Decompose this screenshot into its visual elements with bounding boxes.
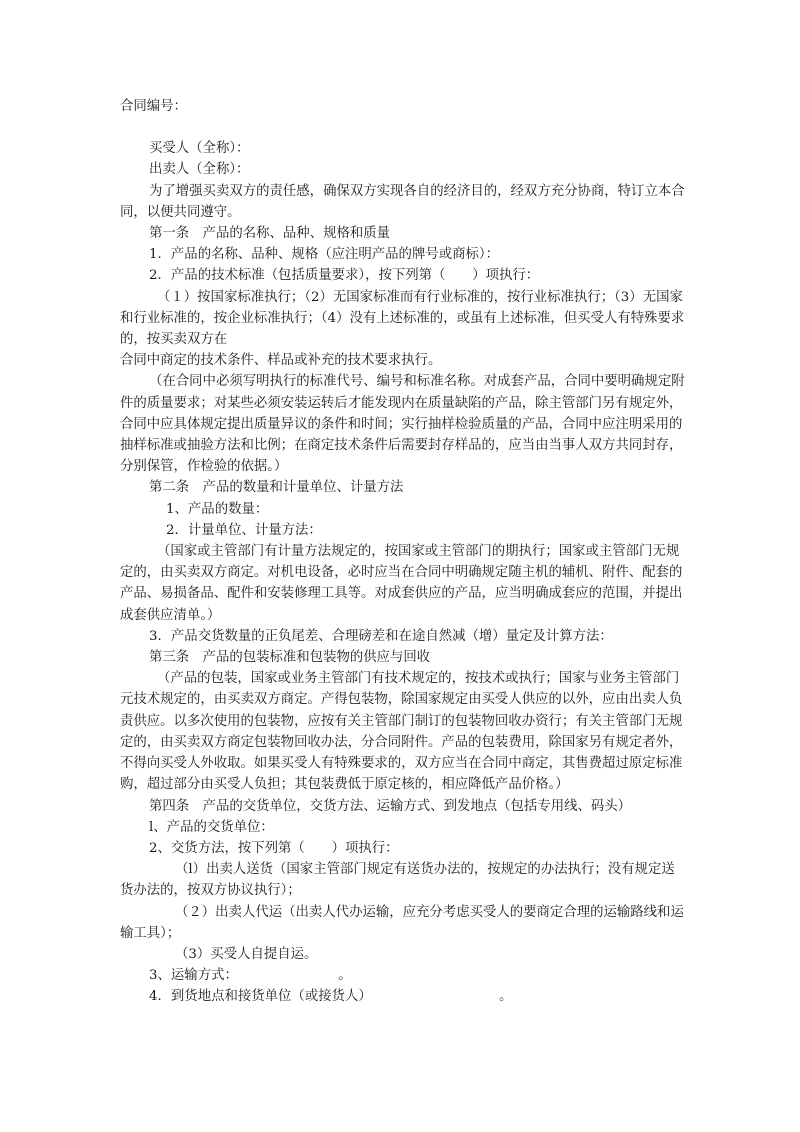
article-2-item-3: 3．产品交货数量的正负尾差、合理磅差和在途自然减（增）量定及计算方法： (149, 628, 613, 644)
article-1-options: （１）按国家标准执行；（2）无国家标准而有行业标准的，按行业标准执行；（3）无国家和行业标准的，按企业标准执行；（4）没有上述标准的，或虽有上述标准，但买受人有特殊要求的，按买卖双方在 (120, 289, 685, 348)
article-1-options-cont: 合同中商定的技术条件、样品或补充的技术要求执行。 (120, 353, 442, 369)
article-2-item-2: 2．计量单位、计量方法： (166, 522, 322, 538)
article-4-item-3: 3、运输方式： 。 (149, 968, 352, 984)
article-1-item-2: 2．产品的技术标准（包括质量要求），按下列第（ ）项执行： (149, 268, 540, 284)
article-4-title: 第四条 产品的交货单位，交货方法、运输方式、到发地点（包括专用线、码头） (149, 798, 632, 814)
article-4-option-1: （l）出卖人送货（国家主管部门规定有送货办法的，按规定的办法执行；没有规定送货办法的，按双方协议执行）； (120, 862, 675, 899)
article-1-item-1: 1．产品的名称、品种、规格（应注明产品的牌号或商标）： (149, 247, 499, 263)
contract-number-label: 合同编号： (120, 99, 187, 114)
preamble: 为了增强买卖双方的责任感，确保双方实现各自的经济目的，经双方充分协商，特订立本合同，以便共同遵守。 (120, 183, 685, 220)
article-2-title: 第二条 产品的数量和计量单位、计量方法 (149, 480, 404, 496)
article-4-item-2: 2、交货方法，按下列第（ ）项执行： (149, 840, 399, 856)
article-2-item-1: 1、产品的数量： (166, 501, 269, 517)
blank-line (120, 117, 685, 138)
article-4-option-2: （２）出卖人代运（出卖人代办运输，应充分考虑买受人的要商定合理的运输路线和运输工具）； (120, 904, 684, 941)
seller-line: 出卖人（全称）： (149, 162, 250, 178)
buyer-line: 买受人（全称）： (149, 141, 250, 157)
article-4-option-3: （3）买受人自提自运。 (175, 946, 318, 962)
article-3-title: 第三条 产品的包装标准和包装物的供应与回收 (149, 650, 431, 666)
article-4-item-4: 4．到货地点和接货单位（或接货人） 。 (149, 989, 513, 1005)
article-2-note: （国家或主管部门有计量方法规定的，按国家或主管部门的期执行；国家或主管部门无规定的，由买卖双方商定。对机电设备，必时应当在合同中明确规定随主机的辅机、附件、配套的产品、易损备品、配件和安装修理工具等。对成套供应的产品，应当明确成套应的范围，并提出成套供应清单。） (120, 544, 683, 623)
article-4-item-1: l、产品的交货单位： (149, 819, 274, 835)
article-1-note: （在合同中必须写明执行的标准代号、编号和标准名称。对成套产品，合同中要明确规定附件的质量要求；对某些必须安装运转后才能发现内在质量缺陷的产品，除主管部门另有规定外，合同中应具体规定提出质量异议的条件和时间；实行抽样检验质量的产品，合同中应注明采用的抽样标准或抽验方法和比例；在商定技术条件后需要封存样品的，应当由当事人双方共同封存，分别保管，作检验的依据。） (120, 374, 685, 475)
article-3-note: （产品的包装，国家或业务主管部门有技术规定的，按技术或执行；国家与业务主管部门元技术规定的，由买卖双方商定。产得包装物，除国家规定由买受人供应的以外，应由出卖人负责供应。以多次使用的包装物，应按有关主管部门制订的包装物回收办资行；有关主管部门无规定的，由买卖双方商定包装物回收办法，分合同附件。产品的包装费用，除国家另有规定者外，不得向买受人外收取。如果买受人有特殊要求的，双方应当在合同中商定，其售费超过原定标准购，超过部分由买受人负担；其包装费低于原定核的，相应降低产品价格。） (120, 671, 683, 793)
contract-body (120, 96, 685, 1008)
article-1-title: 第一条 产品的名称、品种、规格和质量 (149, 226, 391, 242)
